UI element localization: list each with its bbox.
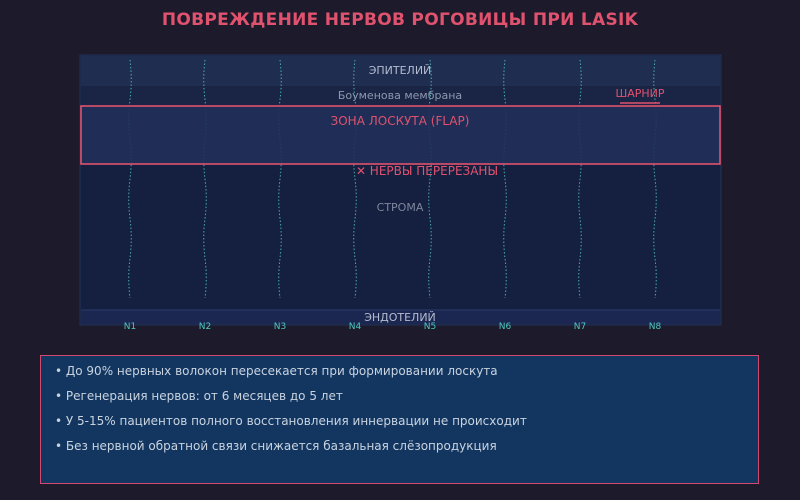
hinge-label: ШАРНИР [615,87,665,100]
fact-item: • У 5-15% пациентов полного восстановления иннервации не происходит [55,414,527,428]
nerve-label: N2 [198,322,212,332]
nerve-label: N6 [498,322,512,332]
nerve-label: N4 [348,322,362,332]
facts-box [40,355,759,484]
stroma-label: СТРОМА [376,201,424,214]
flap-label: ЗОНА ЛОСКУТА (FLAP) [330,114,470,128]
nerve-label: N8 [648,322,662,332]
endothelium-label: ЭНДОТЕЛИЙ [364,311,436,324]
fact-item: • До 90% нервных волокон пересекается при формировании лоскута [55,364,498,378]
nerve-label: N3 [273,322,287,332]
nerve-label: N7 [573,322,587,332]
fact-item: • Без нервной обратной связи снижается базальная слёзопродукция [55,439,497,453]
nerves-cut-label: ✕ НЕРВЫ ПЕРЕРЕЗАНЫ [355,164,499,178]
fact-item: • Регенерация нервов: от 6 месяцев до 5 лет [55,389,343,403]
nerve-label: N1 [123,322,137,332]
nerve-label: N5 [423,322,437,332]
bowman-label: Боуменова мембрана [337,89,463,102]
page-title: ПОВРЕЖДЕНИЕ НЕРВОВ РОГОВИЦЫ ПРИ LASIK [161,10,639,30]
epithelium-label: ЭПИТЕЛИЙ [368,64,432,77]
